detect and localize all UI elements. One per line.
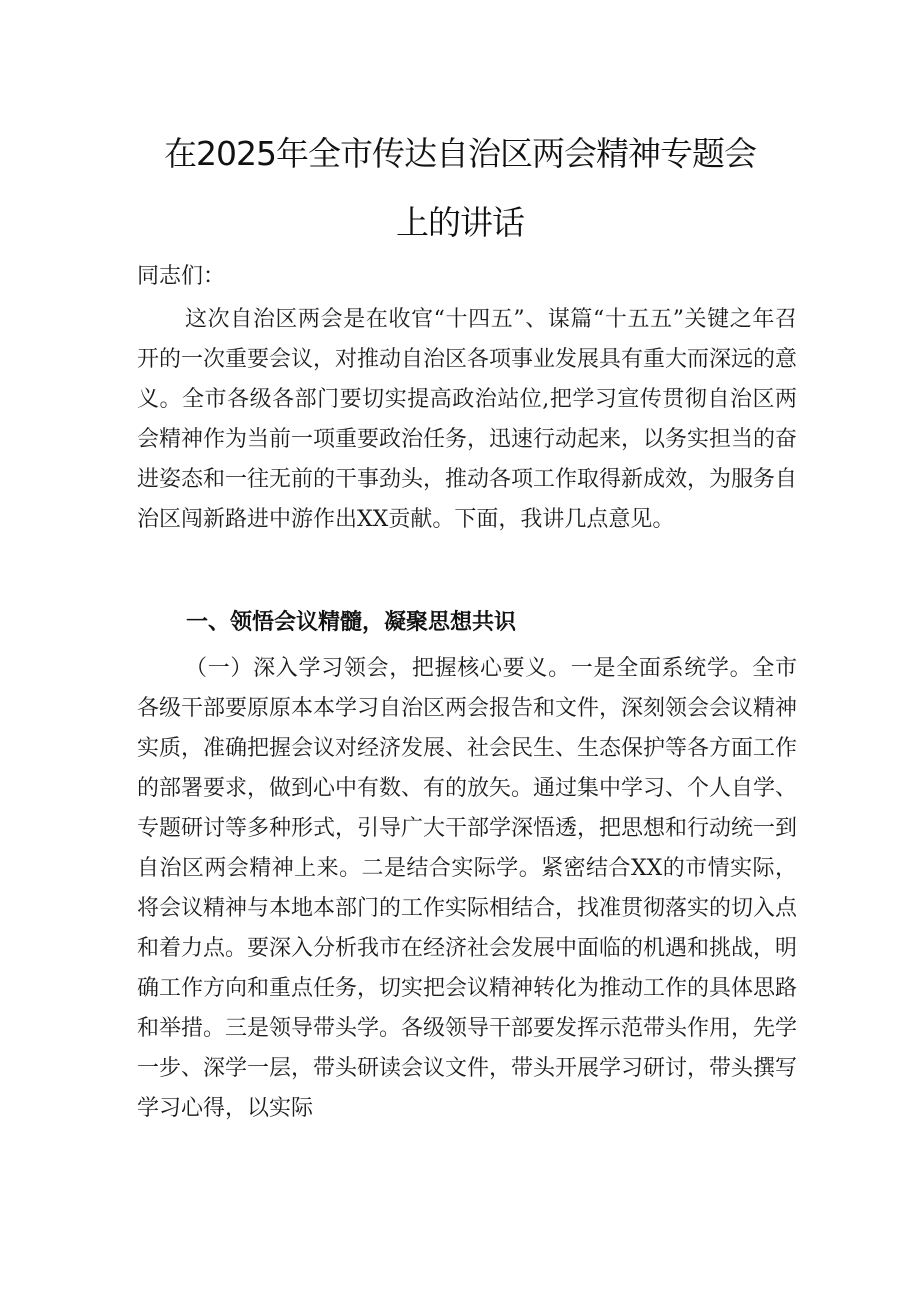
document-title-line-2: 上的讲话 [396,203,524,242]
document-title-line-1: 在2025年全市传达自治区两会精神专题会 [164,134,756,173]
paragraph-section-1-1: （一）深入学习领会，把握核心要义。一是全面系统学。全市各级干部要原原本本学习自治区两会报告和文件，深刻领会会议精神实质，准确把握会议对经济发展、社会民生、生态保护等各方面工作的部署要求，做到心中有数、有的放矢。通过集中学习、个人自学、专题研讨等多种形式，引导广大干部学深悟透，把思想和行动统一到自治区两会精神上来。二是结合实际学。紧密结合XX的市情实际，将会议精神与本地本部门的工作实际相结合，找准贯彻落实的切入点和着力点。要深入分析我市在经济社会发展中面临的机遇和挑战，明确工作方向和重点任务，切实把会议精神转化为推动工作的具体思路和举措。三是领导带头学。各级领导干部要发挥示范带头作用，先学一步、深学一层，带头研读会议文件，带头开展学习研讨，带头撰写学习心得，以实际 [137,656,798,1121]
salutation: 同志们： [137,264,226,289]
section-heading-1: 一、领悟会议精髓，凝聚思想共识 [186,610,517,635]
paragraph-intro: 这次自治区两会是在收官“十四五”、谋篇“十五五”关键之年召开的一次重要会议，对推动自治区各项事业发展具有重大而深远的意义。全市各级各部门要切实提高政治站位,把学习宣传贯彻自治区两会精神作为当前一项重要政治任务，迅速行动起来，以务实担当的奋进姿态和一往无前的干事劲头，推动各项工作取得新成效，为服务自治区闯新路进中游作出XX贡献。下面，我讲几点意见。 [137,307,798,532]
